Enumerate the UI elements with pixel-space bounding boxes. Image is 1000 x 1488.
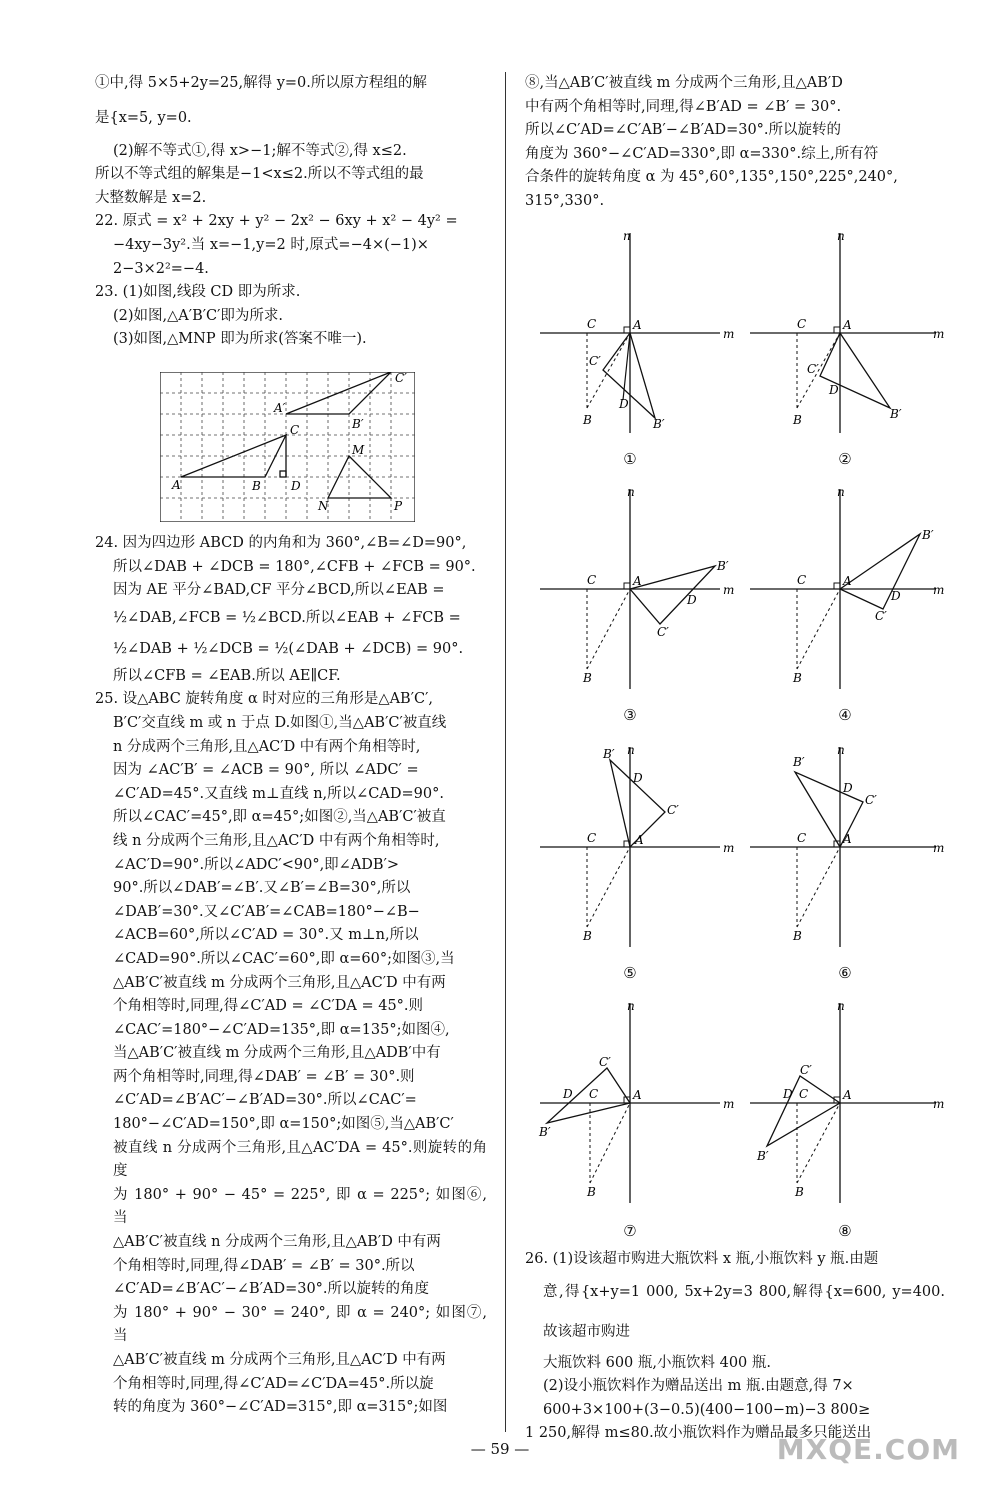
- text-line: (2)设小瓶饮料作为赠品送出 m 瓶.由题意,得 7×: [543, 1378, 854, 1395]
- text-line: 转的角度为 360°−∠C′AD=315°,即 α=315°;如图: [113, 1399, 448, 1416]
- text-line: 个角相等时,同理,得∠C′AD=∠C′DA=45°.所以旋: [113, 1375, 434, 1392]
- label-C1: C′: [800, 1063, 812, 1077]
- text-line: 所以不等式组的解集是−1<x≤2.所以不等式组的最: [95, 166, 424, 183]
- label-A1: A′: [274, 401, 286, 415]
- rotation-figure-2: [745, 228, 945, 438]
- label-B1: B′: [890, 407, 902, 421]
- label-B: B: [793, 929, 802, 943]
- label-C: C: [587, 831, 597, 845]
- label-N: N: [318, 499, 329, 513]
- text-line: ∠CAC′=180°−∠C′AD=135°,即 α=135°;如图④,: [113, 1021, 450, 1038]
- label-B1: B′: [793, 755, 805, 769]
- label-D: D: [843, 781, 853, 795]
- text-line: 1 250,解得 m≤80.故小瓶饮料作为赠品最多只能送出: [525, 1425, 872, 1442]
- label-C1: C′: [657, 625, 669, 639]
- caption: ⑦: [623, 1222, 637, 1240]
- caption: ⑧: [838, 1222, 852, 1240]
- text-line: 两个角相等时,同理,得∠DAB′ = ∠B′ = 30°.则: [113, 1068, 415, 1085]
- rotation-figure-8: [745, 998, 945, 1208]
- text-line: 中有两个角相等时,同理,得∠B′AD = ∠B′ = 30°.: [525, 98, 842, 115]
- label-B: B: [587, 1185, 596, 1199]
- label-A: A: [633, 318, 642, 332]
- caption: ②: [838, 450, 852, 468]
- label-m: m: [933, 841, 945, 855]
- left-column-lower: [95, 532, 487, 1420]
- label-D: D: [291, 479, 301, 493]
- label-m: m: [723, 327, 735, 341]
- text-line: 意,得{x+y=1 000, 5x+2y=3 800,解得{x=600, y=400.故该超市购进: [543, 1283, 945, 1340]
- rotation-figure-7: [535, 998, 735, 1208]
- text-line: 角度为 360°−∠C′AD=330°,即 α=330°.综上,所有符: [525, 145, 879, 162]
- label-B1: B′: [603, 747, 615, 761]
- label-C1: C′: [395, 372, 407, 385]
- caption: ⑤: [623, 964, 637, 982]
- text-line: ∠C′AD=∠B′AC′−∠B′AD=30°.所以∠CAC′=: [113, 1092, 417, 1109]
- label-C1: C′: [865, 793, 877, 807]
- text-line: ①中,得 5×5+2y=25,解得 y=0.所以原方程组的解: [95, 75, 427, 91]
- label-B: B: [583, 929, 592, 943]
- text-line: 22. 原式 = x² + 2xy + y² − 2x² − 6xy + x² − 4y² =: [95, 213, 458, 230]
- text-line: 26. (1)设该超市购进大瓶饮料 x 瓶,小瓶饮料 y 瓶.由题: [525, 1251, 879, 1267]
- label-A: A: [633, 1088, 642, 1102]
- label-A: A: [843, 1088, 852, 1102]
- caption: ⑥: [838, 964, 852, 982]
- text-line: 所以∠C′AD=∠C′AB′−∠B′AD=30°.所以旋转的: [525, 122, 842, 139]
- label-P: P: [394, 499, 403, 513]
- rotation-figure-1: [535, 228, 735, 438]
- text-line: ∠C′AD=∠B′AC′−∠B′AD=30°.所以旋转的角度: [113, 1281, 430, 1298]
- text-line: ⑧,当△AB′C′被直线 m 分成两个三角形,且△AB′D: [525, 75, 843, 91]
- rotation-figure-5: [535, 742, 735, 952]
- label-B: B: [583, 671, 592, 685]
- label-B1: B′: [653, 417, 665, 431]
- rotation-figure-6: [745, 742, 945, 952]
- text-line: ½∠DAB,∠FCB = ½∠BCD.所以∠EAB + ∠FCB =: [113, 609, 461, 626]
- text-line: 因为 ∠AC′B′ = ∠ACB = 90°, 所以 ∠ADC′ =: [113, 762, 419, 779]
- text-line: 合条件的旋转角度 α 为 45°,60°,135°,150°,225°,240°,: [525, 169, 898, 186]
- label-m: m: [723, 583, 735, 597]
- rotation-figure-4: [745, 484, 945, 694]
- label-n: n: [623, 229, 631, 243]
- text-line: ∠DAB′=30°.又∠C′AB′=∠CAB=180°−∠B−: [113, 903, 420, 920]
- label-D: D: [633, 771, 643, 785]
- label-C1: C′: [875, 609, 887, 623]
- label-C1: C′: [667, 803, 679, 817]
- text-line: ½∠DAB + ½∠DCB = ½(∠DAB + ∠DCB) = 90°.: [113, 640, 464, 657]
- label-A: A: [633, 574, 642, 588]
- text-line: 线 n 分成两个三角形,且△AC′D 中有两个角相等时,: [113, 832, 440, 849]
- text-line: 所以∠CAC′=45°,即 α=45°;如图②,当△AB′C′被直: [113, 809, 446, 826]
- text-line: 为 180° + 90° − 30° = 240°, 即 α = 240°; 如图⑦, 当: [113, 1304, 487, 1345]
- text-line: 因为 AE 平分∠BAD,CF 平分∠BCD,所以∠EAB =: [113, 582, 445, 599]
- label-m: m: [933, 1097, 945, 1111]
- label-C: C: [797, 831, 807, 845]
- text-line: 大瓶饮料 600 瓶,小瓶饮料 400 瓶.: [543, 1354, 772, 1371]
- label-n: n: [837, 999, 845, 1013]
- right-column-lower: [525, 1248, 945, 1446]
- label-D: D: [829, 383, 839, 397]
- label-C: C: [587, 317, 597, 331]
- label-m: m: [933, 327, 945, 341]
- label-B1: B′: [717, 559, 729, 573]
- watermark-logo: MXQE.COM: [776, 1433, 960, 1466]
- label-n: n: [627, 743, 635, 757]
- text-line: 个角相等时,同理,得∠C′AD = ∠C′DA = 45°.则: [113, 998, 424, 1015]
- text-line: (3)如图,△MNP 即为所求(答案不唯一).: [113, 331, 367, 348]
- text-line: 600+3×100+(3−0.5)(400−100−m)−3 800≥: [543, 1401, 871, 1418]
- text-line: 24. 因为四边形 ABCD 的内角和为 360°,∠B=∠D=90°,: [95, 535, 467, 551]
- label-D: D: [619, 397, 629, 411]
- text-line: 个角相等时,同理,得∠DAB′ = ∠B′ = 30°.所以: [113, 1257, 415, 1274]
- grid-figure: [160, 372, 415, 522]
- text-line: 90°.所以∠DAB′=∠B′.又∠B′=∠B=30°,所以: [113, 880, 411, 897]
- label-D: D: [891, 589, 901, 603]
- label-A: A: [843, 832, 852, 846]
- text-line: −4xy−3y².当 x=−1,y=2 时,原式=−4×(−1)×: [113, 236, 429, 253]
- caption: ①: [623, 450, 637, 468]
- label-C: C: [797, 317, 807, 331]
- caption: ③: [623, 706, 637, 724]
- text-line: 是{x=5, y=0.: [95, 109, 192, 126]
- text-line: 为 180° + 90° − 45° = 225°, 即 α = 225°; 如图⑥, 当: [113, 1186, 487, 1227]
- label-M: M: [352, 443, 365, 457]
- text-line: △AB′C′被直线 m 分成两个三角形,且△AC′D 中有两: [113, 974, 446, 991]
- label-B1: B′: [539, 1125, 551, 1139]
- label-D: D: [687, 593, 697, 607]
- text-line: △AB′C′被直线 m 分成两个三角形,且△AC′D 中有两: [113, 1352, 446, 1368]
- label-B: B: [793, 413, 802, 427]
- label-C1: C′: [589, 354, 601, 368]
- label-n: n: [837, 743, 845, 757]
- text-line: B′C′交直线 m 或 n 于点 D.如图①,当△AB′C′被直线: [113, 714, 447, 731]
- label-C1: C′: [599, 1055, 611, 1069]
- text-line: ∠AC′D=90°.所以∠ADC′<90°,即∠ADB′>: [113, 856, 400, 873]
- text-line: ∠ACB=60°,所以∠C′AD = 30°.又 m⊥n,所以: [113, 927, 419, 944]
- label-B1: B′: [352, 417, 364, 431]
- label-A: A: [172, 478, 181, 492]
- label-B: B: [795, 1185, 804, 1199]
- label-A: A: [843, 318, 852, 332]
- text-line: 315°,330°.: [525, 192, 605, 209]
- label-B1: B′: [757, 1149, 769, 1163]
- label-C: C: [797, 573, 807, 587]
- text-line: 所以∠CFB = ∠EAB.所以 AE∥CF.: [113, 667, 341, 684]
- label-C: C: [589, 1087, 599, 1101]
- text-line: 180°−∠C′AD=150°,即 α=150°;如图⑤,当△AB′C′: [113, 1116, 454, 1133]
- label-m: m: [723, 1097, 735, 1111]
- label-C1: C′: [807, 362, 819, 376]
- text-line: 大整数解是 x=2.: [95, 189, 207, 206]
- text-line: ∠C′AD=45°.又直线 m⊥直线 n,所以∠CAD=90°.: [113, 785, 444, 802]
- label-n: n: [837, 485, 845, 499]
- label-n: n: [627, 999, 635, 1013]
- label-B: B: [252, 479, 261, 493]
- label-A: A: [843, 574, 852, 588]
- label-B1: B′: [922, 528, 934, 542]
- label-C: C: [290, 423, 300, 437]
- label-n: n: [627, 485, 635, 499]
- label-D: D: [563, 1087, 573, 1101]
- text-line: 23. (1)如图,线段 CD 即为所求.: [95, 284, 301, 301]
- label-C: C: [587, 573, 597, 587]
- label-A: A: [635, 833, 644, 847]
- right-column: [525, 72, 945, 214]
- column-divider: [505, 72, 506, 1432]
- label-C: C: [799, 1087, 809, 1101]
- caption: ④: [838, 706, 852, 724]
- text-line: 被直线 n 分成两个三角形,且△AC′DA = 45°.则旋转的角度: [113, 1139, 487, 1180]
- text-line: (2)解不等式①,得 x>−1;解不等式②,得 x≤2.: [113, 142, 407, 159]
- rotation-figure-3: [535, 484, 735, 694]
- label-m: m: [723, 841, 735, 855]
- text-line: 2−3×2²=−4.: [113, 260, 209, 277]
- text-line: n 分成两个三角形,且△AC′D 中有两个角相等时,: [113, 738, 421, 755]
- text-line: 当△AB′C′被直线 m 分成两个三角形,且△ADB′中有: [113, 1045, 441, 1062]
- text-line: △AB′C′被直线 n 分成两个三角形,且△AB′D 中有两: [113, 1234, 441, 1251]
- label-B: B: [793, 671, 802, 685]
- label-D: D: [783, 1087, 793, 1101]
- text-line: 25. 设△ABC 旋转角度 α 时对应的三角形是△AB′C′,: [95, 691, 433, 708]
- page-number: — 59 —: [470, 1440, 530, 1458]
- text-line: 所以∠DAB + ∠DCB = 180°,∠CFB + ∠FCB = 90°.: [113, 558, 476, 575]
- text-line: ∠CAD=90°.所以∠CAC′=60°,即 α=60°;如图③,当: [113, 950, 455, 967]
- label-B: B: [583, 413, 592, 427]
- text-line: (2)如图,△A′B′C′即为所求.: [113, 307, 284, 324]
- label-m: m: [933, 583, 945, 597]
- label-n: n: [837, 229, 845, 243]
- left-column: [95, 72, 487, 352]
